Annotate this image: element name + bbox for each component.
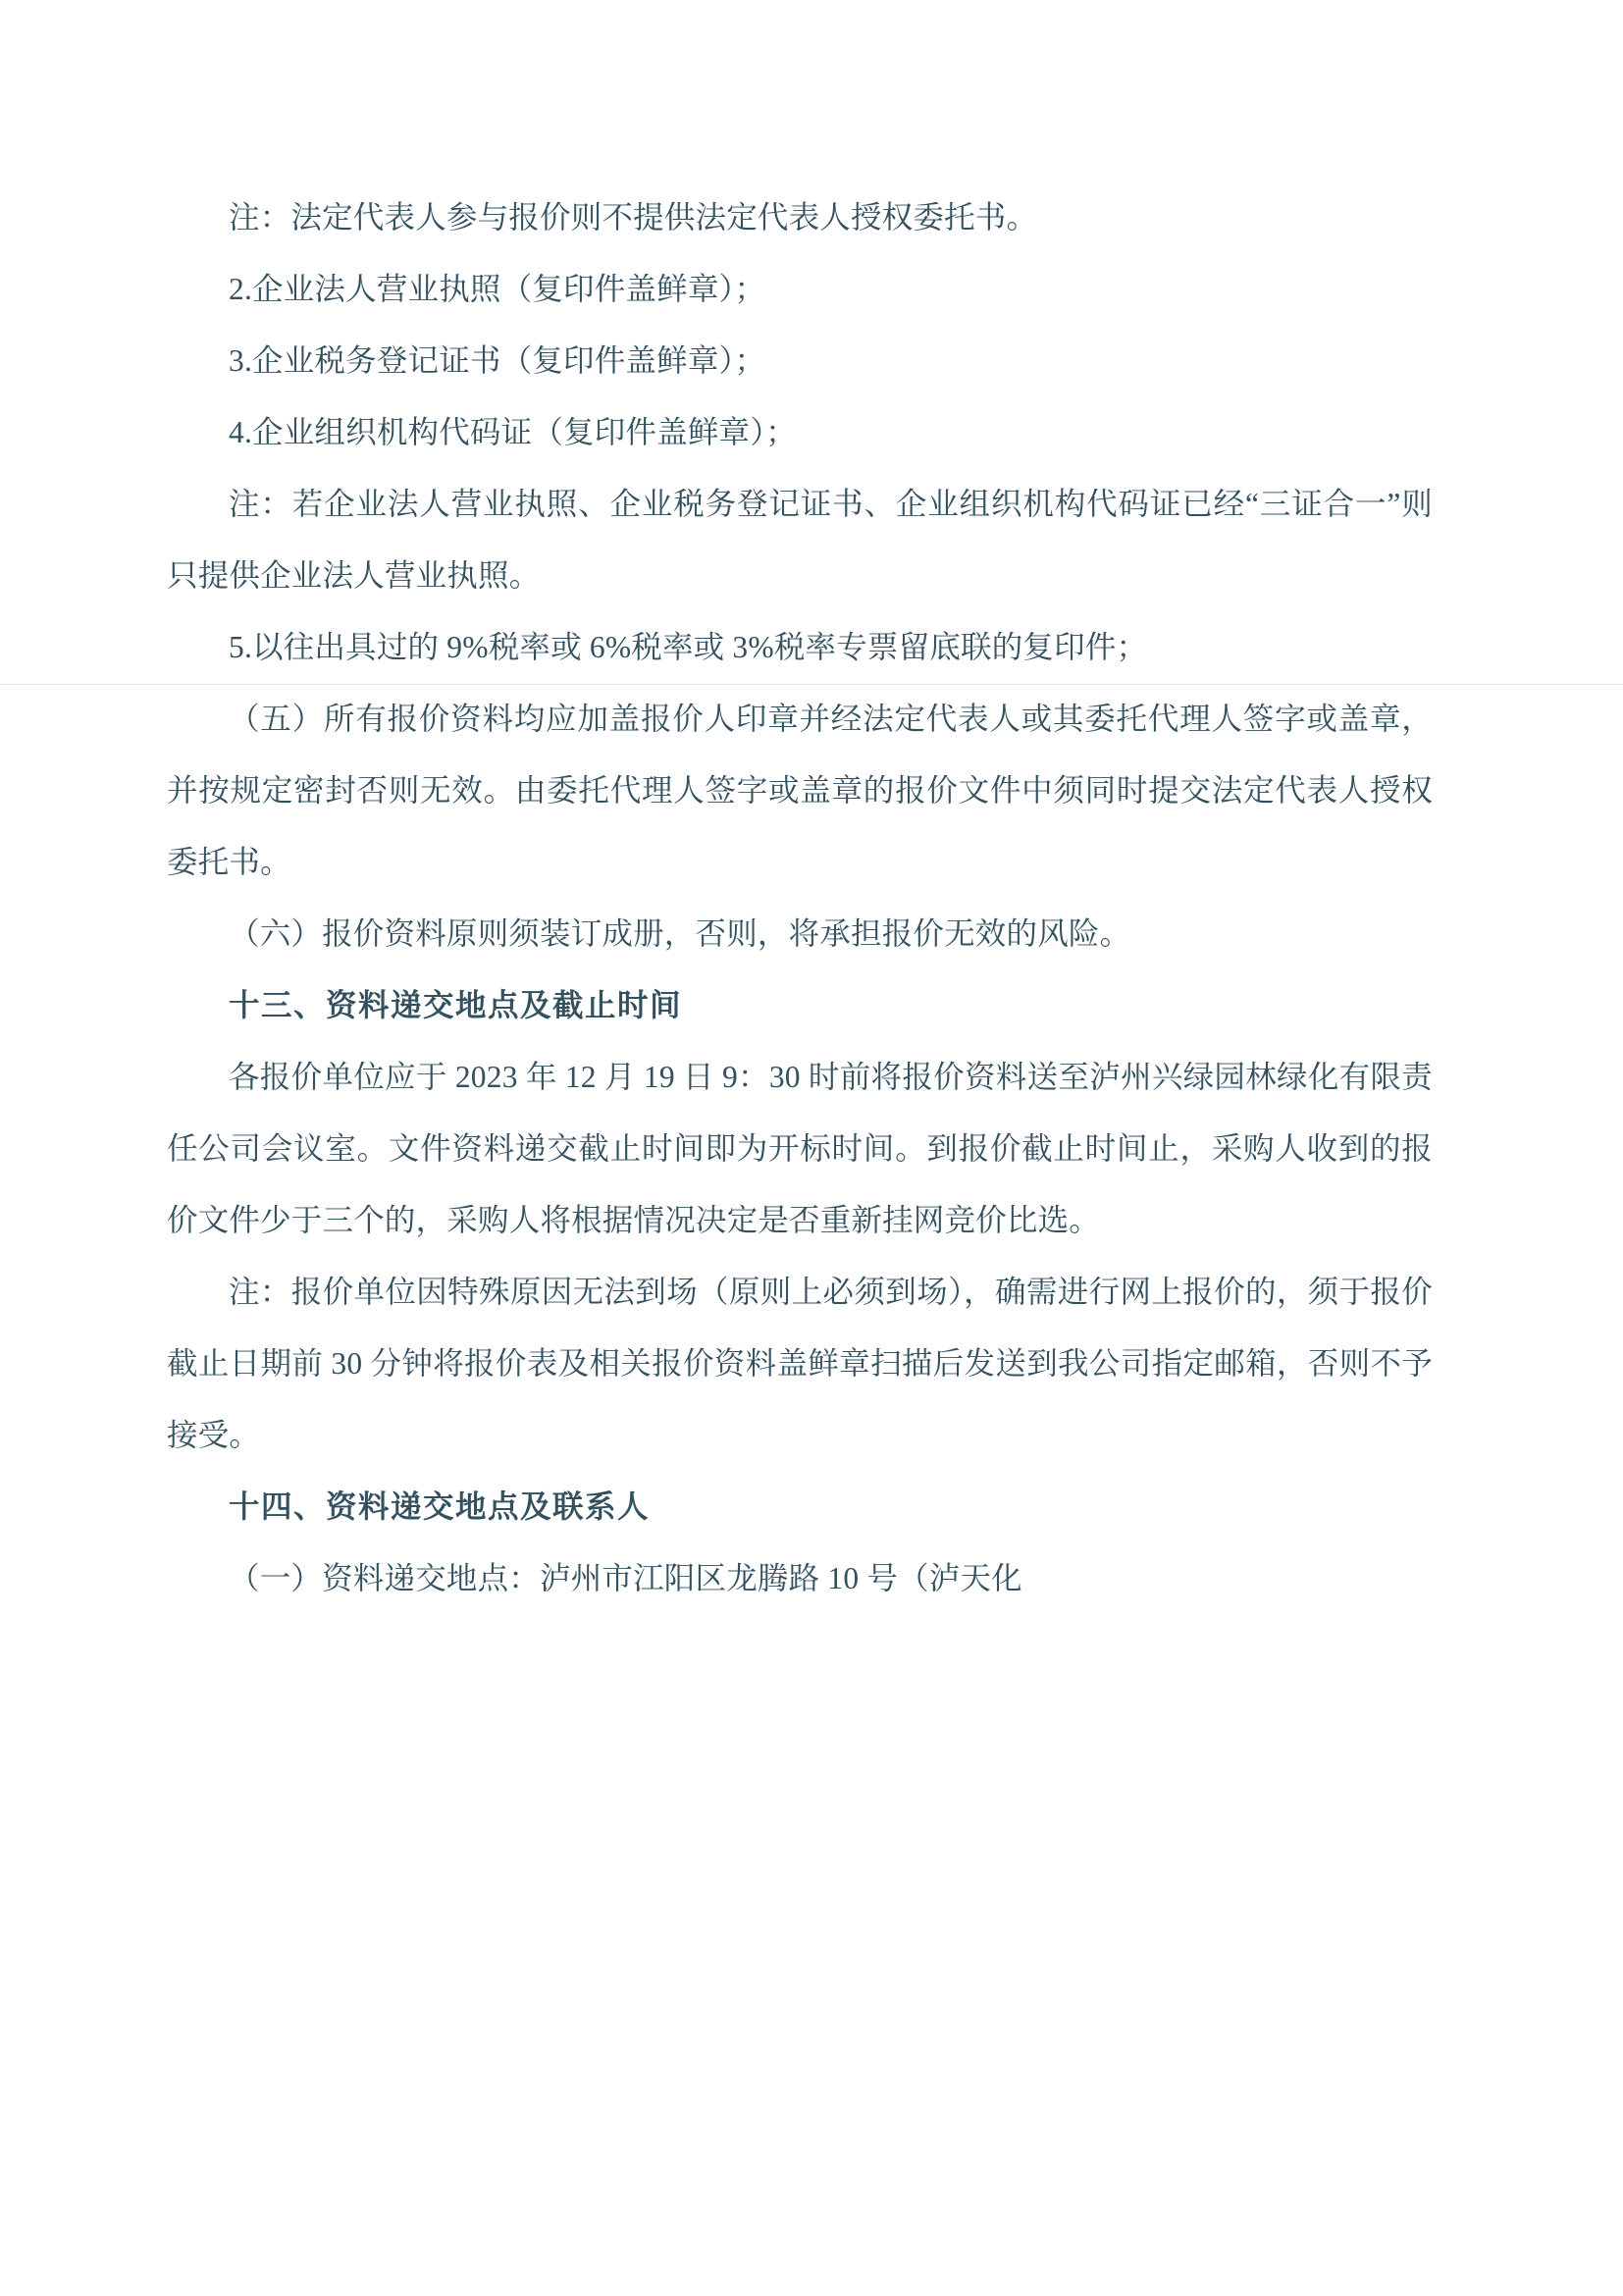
paragraph-item-4: 4.企业组织机构代码证（复印件盖鲜章）； [229, 415, 797, 449]
paragraph-note-legal-rep: 注：法定代表人参与报价则不提供法定代表人授权委托书。 [229, 200, 1038, 235]
section-heading-14: 十四、资料递交地点及联系人 [229, 1489, 651, 1524]
paragraph-note-online-quote: 注：报价单位因特殊原因无法到场（原则上必须到场），确需进行网上报价的，须于报价截止日期前 30 分钟将报价表及相关报价资料盖鲜章扫描后发送到我公司指定邮箱，否则不予接受。 [167, 1275, 1433, 1452]
paragraph-item-3: 3.企业税务登记证书（复印件盖鲜章）； [229, 343, 766, 378]
document-body [167, 182, 1433, 1614]
paragraph-address: （一）资料递交地点：泸州市江阳区龙腾路 10 号（泸天化 [229, 1561, 1022, 1595]
paragraph-deadline: 各报价单位应于 2023 年 12 月 19 日 9：30 时前将报价资料送至泸州兴绿园林绿化有限责任公司会议室。文件资料递交截止时间即为开标时间。到报价截止时间止，采购人收到的报价文件少于三个的，采购人将根据情况决定是否重新挂网竞价比选。 [167, 1060, 1433, 1237]
paragraph-item-5-seal: （五）所有报价资料均应加盖报价人印章并经法定代表人或其委托代理人签字或盖章，并按规定密封否则无效。由委托代理人签字或盖章的报价文件中须同时提交法定代表人授权委托书。 [167, 702, 1433, 879]
paragraph-note-three-in-one: 注：若企业法人营业执照、企业税务登记证书、企业组织机构代码证已经“三证合一”则只提供企业法人营业执照。 [167, 487, 1433, 593]
paragraph-item-5: 5.以往出具过的 9%税率或 6%税率或 3%税率专票留底联的复印件； [229, 630, 1148, 664]
section-heading-13: 十三、资料递交地点及截止时间 [229, 988, 683, 1022]
paragraph-item-6-binding: （六）报价资料原则须装订成册，否则，将承担报价无效的风险。 [229, 916, 1131, 951]
paragraph-item-2: 2.企业法人营业执照（复印件盖鲜章）； [229, 272, 766, 306]
